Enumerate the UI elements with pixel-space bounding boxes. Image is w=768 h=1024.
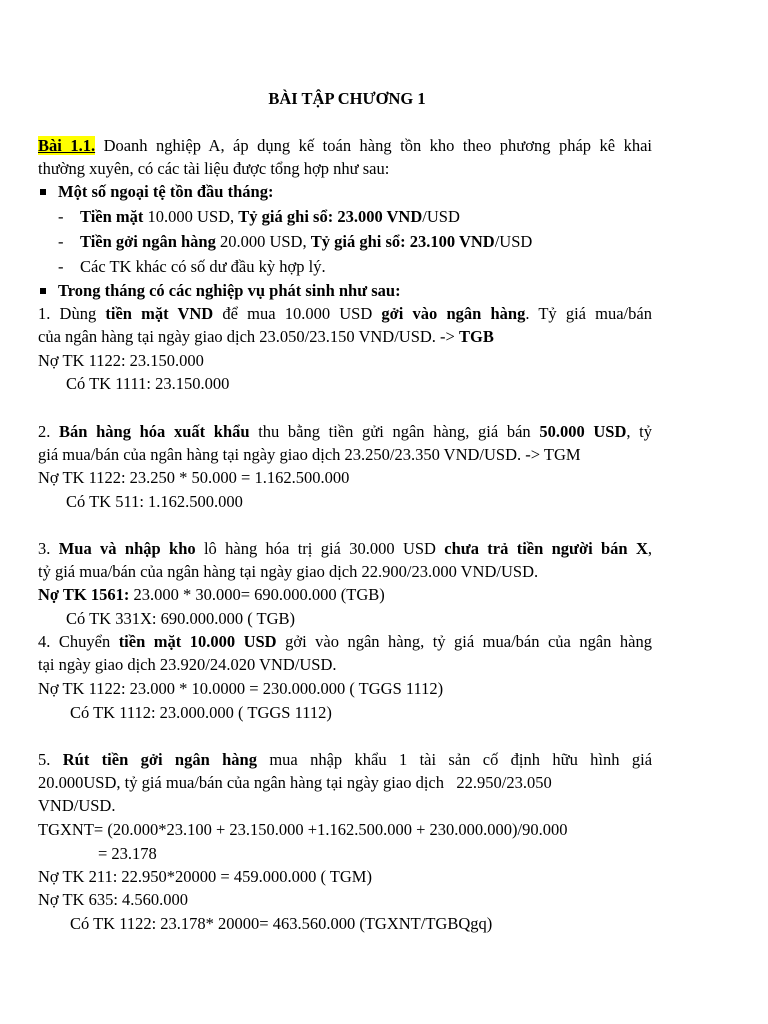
dash-icon: - — [58, 257, 64, 276]
op2-debit: Nợ TK 1122: 23.250 * 50.000 = 1.162.500.000 — [38, 468, 350, 487]
op1-line-1 — [38, 302, 652, 325]
dash-icon: - — [58, 232, 64, 251]
intro-line-2: thường xuyên, có các tài liệu được tổng hợp như sau: — [38, 159, 390, 178]
intro-text-1: Doanh nghiệp A, áp dụng kế toán hàng tồn kho theo phương pháp kê khai — [95, 136, 652, 155]
op3-bold-b: Mua và nhập kho — [58, 539, 196, 558]
op4-debit: Nợ TK 1122: 23.000 * 10.0000 = 230.000.000 ( TGGS 1112) — [38, 679, 444, 698]
op3-credit: Có TK 331X: 690.000.000 ( TGB) — [66, 609, 296, 628]
op1-credit: Có TK 1111: 23.150.000 — [66, 374, 230, 393]
op1-line-2 — [38, 325, 652, 348]
section1-heading-line — [38, 180, 652, 203]
op5-text-c: mua nhập khẩu 1 tài sản cố định hữu hình giá — [257, 750, 653, 769]
op5-text-a: 5. — [38, 750, 63, 769]
op4-bold-b: tiền mặt 10.000 USD — [118, 632, 277, 651]
op3-text-e: , — [647, 539, 652, 558]
item2-text-1: 20.000 USD, — [215, 232, 311, 251]
op3-debit-label: Nợ TK 1561: — [38, 585, 130, 604]
op1-debit: Nợ TK 1122: 23.150.000 — [38, 351, 204, 370]
item3-text: Các TK khác có số dư đầu kỳ hợp lý. — [80, 257, 326, 276]
op1-bold-b: tiền mặt VND — [105, 304, 214, 323]
op3-line-1 — [38, 537, 652, 560]
op4-text-c: gởi vào ngân hàng, tỷ giá mua/bán của ngân hàng — [276, 632, 652, 651]
op1-text-a: 1. Dùng — [38, 304, 106, 323]
op5-line-1 — [38, 748, 652, 771]
op3-debit — [38, 583, 652, 606]
op1-bold-tgb: TGB — [458, 327, 494, 346]
op5-credit: Có TK 1122: 23.178* 20000= 463.560.000 (TGXNT/TGBQgq) — [70, 914, 493, 933]
op1-text-c: để mua 10.000 USD — [213, 304, 382, 323]
exercise-label: Bài 1.1. — [38, 136, 96, 155]
op5-bold-b: Rút tiền gởi ngân hàng — [62, 750, 257, 769]
op4-text-a: 4. Chuyển — [38, 632, 119, 651]
op5-line-3: VND/USD. — [38, 796, 116, 815]
section1-item-3 — [58, 255, 672, 278]
op1-text-line2: của ngân hàng tại ngày giao dịch 23.050/23.150 VND/USD. -> — [38, 327, 459, 346]
square-bullet-icon — [40, 189, 46, 195]
op2-text-c: thu bằng tiền gửi ngân hàng, giá bán — [249, 422, 540, 441]
op3-line-2: tỷ giá mua/bán của ngân hàng tại ngày giao dịch 22.900/23.000 VND/USD. — [38, 562, 539, 581]
section1-heading: Một số ngoại tệ tồn đầu tháng: — [58, 182, 274, 201]
section2-heading-line — [38, 279, 652, 302]
op3-text-c: lô hàng hóa trị giá 30.000 USD — [195, 539, 445, 558]
section2-heading: Trong tháng có các nghiệp vụ phát sinh như sau: — [58, 281, 401, 300]
op1-text-e: . Tỷ giá mua/bán — [525, 304, 652, 323]
op2-bold-b: Bán hàng hóa xuất khẩu — [59, 422, 250, 441]
item1-bold-1: Tiền mặt — [80, 207, 144, 226]
op5-line-2: 20.000USD, tỷ giá mua/bán của ngân hàng tại ngày giao dịch 22.950/23.050 — [38, 773, 552, 792]
item1-text-2: /USD — [422, 207, 460, 226]
item2-bold-2: Tỷ giá ghi sổ: 23.100 VND — [310, 232, 495, 251]
section1-item-1 — [58, 205, 672, 228]
item2-bold-1: Tiền gởi ngân hàng — [80, 232, 216, 251]
item2-text-2: /USD — [494, 232, 533, 251]
item1-bold-2: Tỷ giá ghi sổ: 23.000 VND — [238, 207, 423, 226]
op5-result: = 23.178 — [98, 844, 157, 863]
op5-formula: TGXNT= (20.000*23.100 + 23.150.000 +1.162.500.000 + 230.000.000)/90.000 — [38, 820, 568, 839]
item1-text-1: 10.000 USD, — [143, 207, 239, 226]
op4-line-2: tại ngày giao dịch 23.920/24.020 VND/USD. — [38, 655, 337, 674]
op4-line-1 — [38, 630, 652, 653]
section1-item-2 — [58, 230, 672, 253]
op1-bold-d: gởi vào ngân hàng — [381, 304, 526, 323]
intro-line-1 — [38, 134, 652, 157]
op5-debit-1: Nợ TK 211: 22.950*20000 = 459.000.000 ( TGM) — [38, 867, 372, 886]
op3-debit-rest: 23.000 * 30.000= 690.000.000 (TGB) — [129, 585, 385, 604]
op2-line-1 — [38, 420, 652, 443]
op2-line-2: giá mua/bán của ngân hàng tại ngày giao dịch 23.250/23.350 VND/USD. -> TGM — [38, 445, 581, 464]
op3-text-a: 3. — [38, 539, 59, 558]
dash-icon: - — [58, 207, 64, 226]
square-bullet-icon — [40, 288, 46, 294]
page-title: BÀI TẬP CHƯƠNG 1 — [268, 89, 426, 108]
op5-debit-2: Nợ TK 635: 4.560.000 — [38, 890, 189, 909]
op2-text-e: , tỷ — [626, 422, 653, 441]
op2-credit: Có TK 511: 1.162.500.000 — [66, 492, 243, 511]
op2-text-a: 2. — [38, 422, 60, 441]
op3-bold-d: chưa trả tiền người bán X — [444, 539, 648, 558]
op2-bold-d: 50.000 USD — [539, 422, 627, 441]
op4-credit: Có TK 1112: 23.000.000 ( TGGS 1112) — [70, 703, 332, 722]
